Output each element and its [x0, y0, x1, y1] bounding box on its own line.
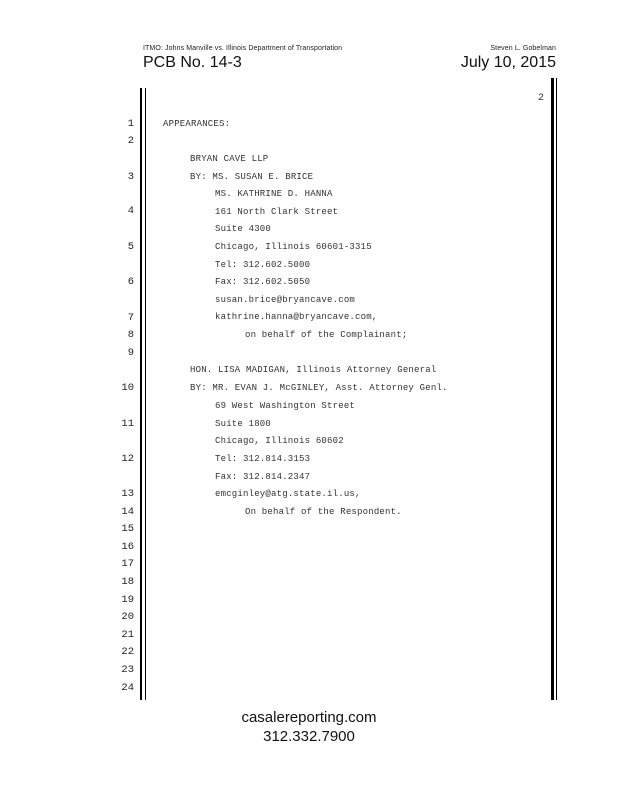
- respondent-email: emcginley@atg.state.il.us,: [215, 489, 361, 499]
- complainant-attorney-1: BY: MS. SUSAN E. BRICE: [190, 172, 314, 182]
- line-number: 2: [127, 135, 134, 147]
- respondent-tel: Tel: 312.814.3153: [215, 454, 311, 464]
- header-witness: Steven L. Gobelman: [490, 45, 556, 52]
- header-case-number: PCB No. 14-3: [143, 54, 242, 71]
- line-number: 19: [121, 594, 134, 606]
- line-number: 1: [127, 118, 134, 130]
- line-number: 24: [121, 682, 134, 694]
- line-number: 3: [127, 171, 134, 183]
- appearances-title: APPEARANCES:: [163, 119, 231, 129]
- line-number: 13: [121, 488, 134, 500]
- line-number: 10: [121, 382, 134, 394]
- respondent-fax: Fax: 312.814.2347: [215, 472, 311, 482]
- left-margin-rule-inner: [145, 88, 146, 700]
- header-case-caption: ITMO: Johns Manville vs. Illinois Department of Transportation: [143, 45, 343, 52]
- line-number: 15: [121, 523, 134, 535]
- right-margin-rule: [551, 78, 554, 700]
- line-number: 12: [121, 453, 134, 465]
- complainant-attorney-2: MS. KATHRINE D. HANNA: [215, 189, 333, 199]
- respondent-office: HON. LISA MADIGAN, Illinois Attorney General: [190, 365, 437, 375]
- line-number: 23: [121, 664, 134, 676]
- complainant-firm: BRYAN CAVE LLP: [190, 154, 269, 164]
- right-margin-rule-inner: [556, 78, 557, 700]
- footer-website: casalereporting.com: [241, 709, 377, 726]
- respondent-city: Chicago, Illinois 60602: [215, 436, 344, 446]
- complainant-tel: Tel: 312.602.5000: [215, 260, 311, 270]
- line-number: 17: [121, 558, 134, 570]
- line-number: 9: [127, 347, 134, 359]
- respondent-address-2: Suite 1800: [215, 419, 272, 429]
- line-number: 11: [121, 418, 134, 430]
- complainant-email-1: susan.brice@bryancave.com: [215, 295, 356, 305]
- complainant-fax: Fax: 312.602.5050: [215, 277, 311, 287]
- header-date: July 10, 2015: [460, 54, 556, 71]
- line-number: 7: [127, 312, 134, 324]
- line-number: 5: [127, 241, 134, 253]
- line-number: 22: [121, 646, 134, 658]
- respondent-behalf: On behalf of the Respondent.: [245, 507, 402, 517]
- respondent-attorney: BY: MR. EVAN J. McGINLEY, Asst. Attorney Genl.: [190, 383, 448, 393]
- left-margin-rule: [140, 88, 142, 700]
- line-number: 21: [121, 629, 134, 641]
- respondent-address-1: 69 West Washington Street: [215, 401, 356, 411]
- complainant-address-2: Suite 4300: [215, 224, 272, 234]
- line-number: 20: [121, 611, 134, 623]
- line-number: 4: [127, 205, 134, 217]
- page-number: 2: [538, 93, 545, 104]
- complainant-behalf: on behalf of the Complainant;: [245, 330, 408, 340]
- line-number: 6: [127, 276, 134, 288]
- complainant-city: Chicago, Illinois 60601-3315: [215, 242, 372, 252]
- line-number: 8: [127, 329, 134, 341]
- line-number: 16: [121, 541, 134, 553]
- line-number: 14: [121, 506, 134, 518]
- complainant-email-2: kathrine.hanna@bryancave.com,: [215, 312, 378, 322]
- footer-phone: 312.332.7900: [263, 728, 355, 745]
- line-number: 18: [121, 576, 134, 588]
- complainant-address-1: 161 North Clark Street: [215, 207, 339, 217]
